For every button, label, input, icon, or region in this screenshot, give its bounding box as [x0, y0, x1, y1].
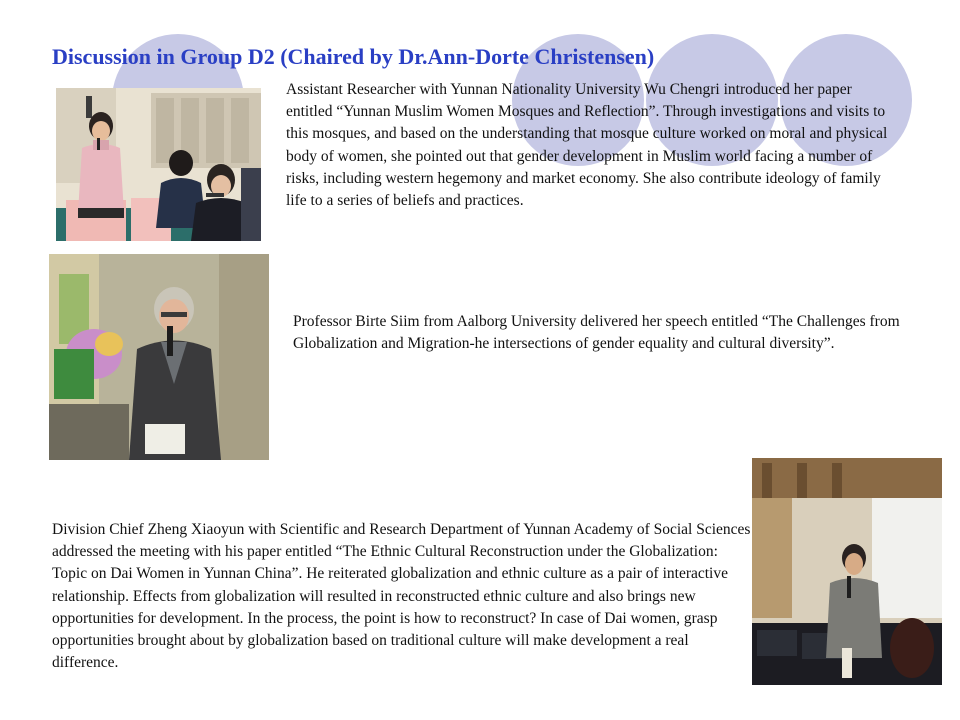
paragraph-birte-siim: Professor Birte Siim from Aalborg University delivered her speech entitled “The Challenges from Globalization and Migration-he intersections of gender equality and cultural diversity”.	[293, 313, 900, 353]
slide-title: Discussion in Group D2 (Chaired by Dr.Ann-Dorte Christensen)	[52, 44, 655, 69]
photo-speaker-birte-siim	[49, 254, 269, 460]
paragraph-zheng-xiaoyun: Division Chief Zheng Xiaoyun with Scientific and Research Department of Yunnan Academy of Social Sciences addressed the meeting with his paper entitled “The Ethnic Cultural Reconstruction under the Globalization: Topic on Dai Women in Yunnan China”. He reiterated globalization and ethnic culture as a pair of interactive relationship. Effects from globalization will resulted in reconstructed ethnic culture and also brings new opportunities for development. In the process, the point is how to reconstruct? In case of Dai women, grasp opportunities brought about by globalization based on traditional culture will make development a real difference.	[52, 521, 751, 672]
paragraph-wu-chengri: Assistant Researcher with Yunnan Nationality University Wu Chengri introduced her paper entitled “Yunnan Muslim Women Mosques and Reflection”. Through investigations and visits to this mosques, and based on the understanding that mosque culture worked on moral and physical body of women, she pointed out that gender development in Muslim world facing a number of risks, including western hegemony and market economy. She also contribute ideology of family life to a series of beliefs and practices.	[286, 81, 888, 210]
photo-speaker-wu-chengri	[56, 88, 261, 241]
photo-speaker-zheng-xiaoyun	[752, 458, 942, 685]
